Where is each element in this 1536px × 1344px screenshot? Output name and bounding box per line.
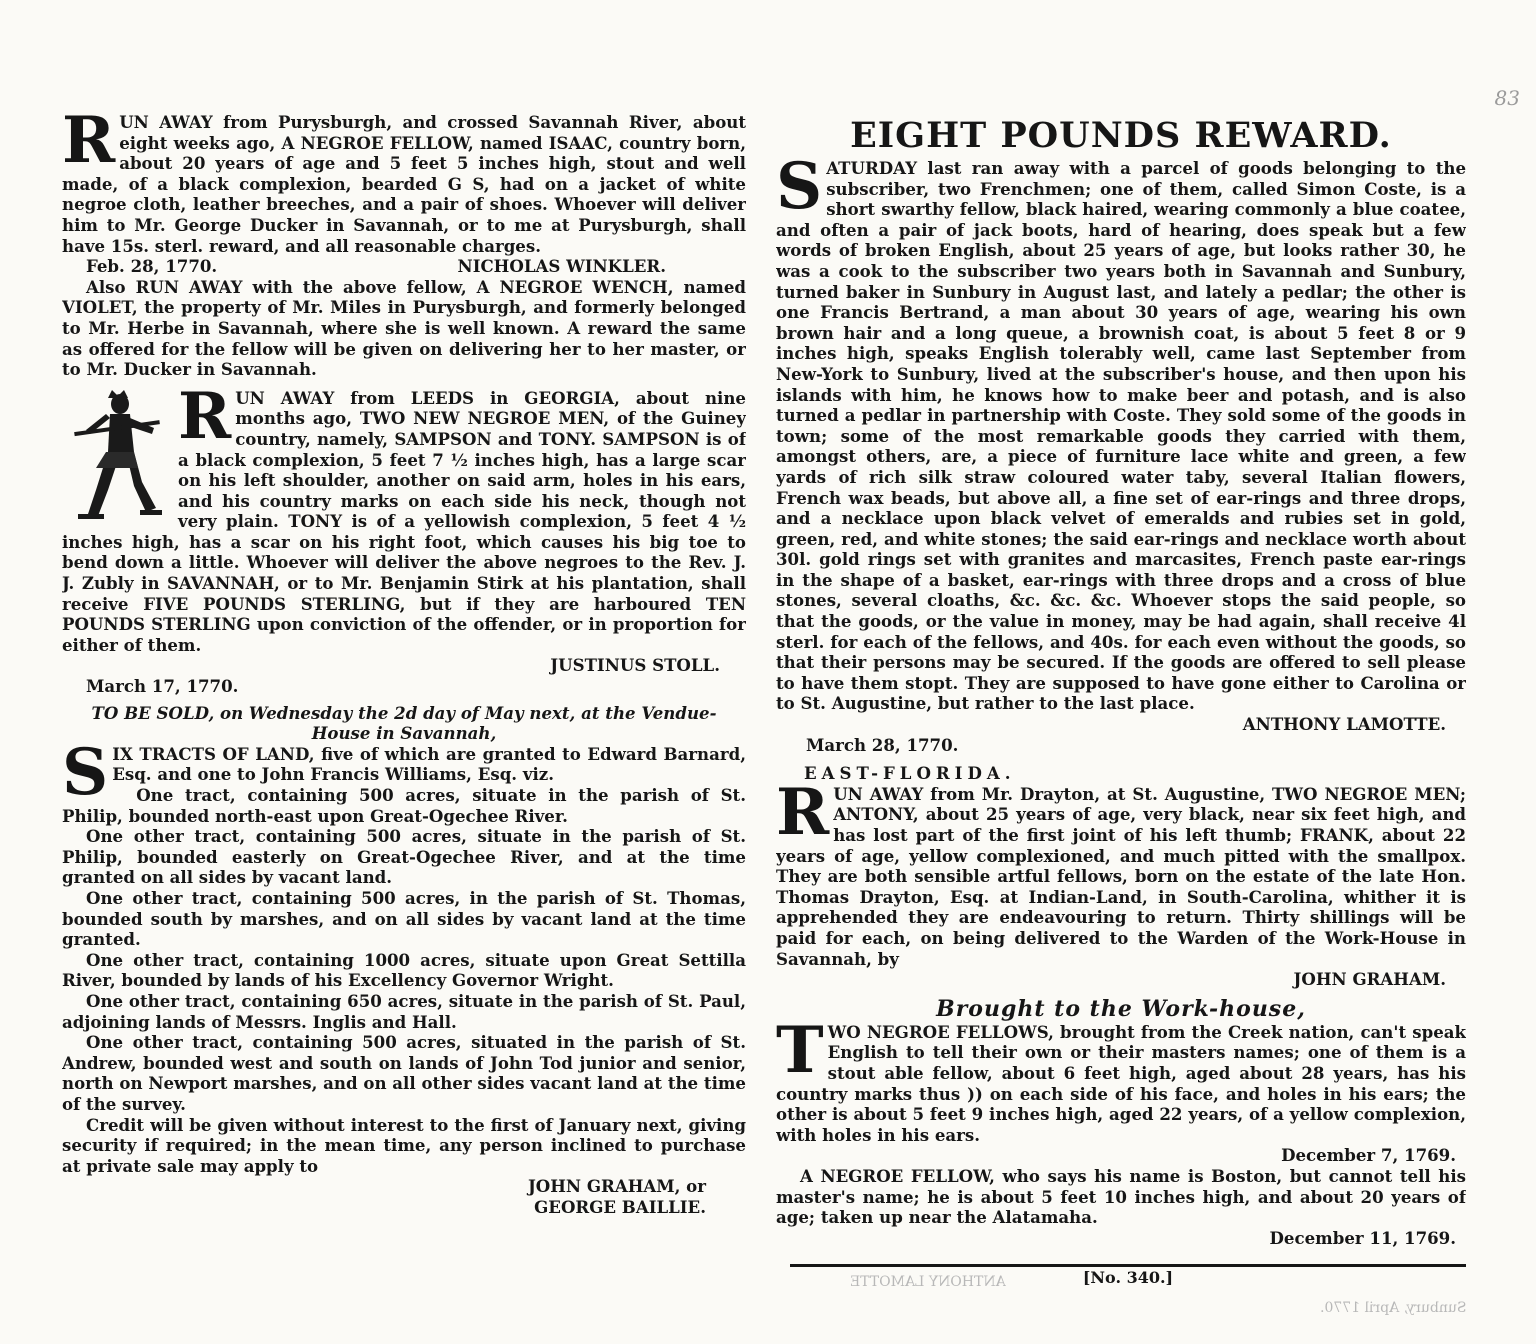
ad-date: December 7, 1769.	[1281, 1145, 1456, 1166]
credit-terms: Credit will be given without interest to the first of January next, giving security if required; in the mean time, any person inclined to purchase at private sale may apply to	[62, 1114, 746, 1176]
tract-item: One tract, containing 500 acres, situate in the parish of St. Philip, bounded north-east upon Great-Ogechee River.	[62, 785, 746, 826]
ad-signature: NICHOLAS WINKLER.	[457, 256, 666, 277]
ad-date: Feb. 28, 1770.	[86, 256, 218, 277]
ad-body-2: A NEGROE FELLOW, who says his name is Boston, but cannot tell his master's name; he is about 5 feet 10 inches high, and about 20 years of age; taken up near the Alatamaha.	[776, 1165, 1466, 1228]
sale-heading: TO BE SOLD, on Wednesday the 2d day of May next, at the Vendue-House in Savannah,	[91, 702, 717, 744]
ad-body: WO NEGROE FELLOWS, brought from the Creek nation, can't speak English to tell their own or their masters names; one of them is a stout able fellow, about 6 feet high, aged about 28 years, has his country marks thus )) on each side of his face, and holes in his ears; the other is about 5 feet 9 inches high, aged 22 years, of a yellow complexion, with holes in his ears.	[776, 1021, 1466, 1145]
ad-addendum: Also RUN AWAY with the above fellow, A NEGROE WENCH, named VIOLET, the property of Mr. Miles in Purysburgh, and formerly belonged to Mr. Herbe in Savannah, where she is well known. A reward the same as offered for the fellow will be given on delivering her to her master, or to Mr. Ducker in Savannah.	[62, 276, 746, 380]
ad-signature: ANTHONY LAMOTTE.	[1242, 714, 1446, 735]
date-signature-line	[62, 256, 746, 277]
workhouse-heading: Brought to the Work-house,	[936, 995, 1306, 1022]
ad-signature: JOHN GRAHAM.	[1293, 969, 1446, 990]
workhouse-notice	[776, 996, 1466, 1249]
right-column	[776, 116, 1466, 1254]
drop-cap: S	[776, 149, 823, 224]
runaway-ad-isaac	[62, 112, 746, 380]
ad-date-2: December 11, 1769.	[1269, 1227, 1456, 1248]
drop-cap: R	[62, 112, 116, 178]
runaway-figure-woodcut	[68, 390, 168, 526]
sale-intro: IX TRACTS OF LAND, five of which are granted to Edward Barnard, Esq. and one to John Francis Williams, Esq. viz.	[112, 743, 746, 785]
runaway-ad-east-florida	[776, 761, 1466, 990]
reward-headline: EIGHT POUNDS REWARD.	[850, 116, 1392, 156]
ad-signature: JUSTINUS STOLL.	[550, 655, 720, 676]
runaway-ad-sampson-tony	[62, 388, 746, 697]
ad-body: ATURDAY last ran away with a parcel of goods belonging to the subscriber, two Frenchmen; one of them, called Simon Coste, is a short swarthy fellow, black haired, wearing commonly a blue coatee, and often a pair of jack boots, hard of hearing, does speak but a few words of broken English, about 25 years of age, but looks rather 30, he was a cook to the subscriber two years both in Savannah and Sunbury, turned baker in Sunbury in August last, and lately a pedlar; the other is one Francis Bertrand, a man about 30 years of age, wearing his own brown hair and a long queue, a brownish coat, is about 5 feet 8 or 9 inches high, speaks English tolerably well, came last September from New-York to Sunbury, lived at the subscriber's house, and then upon his islands with him, he knows how to make beer and potash, and is also turned a pedlar in partnership with Coste. They sold some of the goods in town; some of the most remarkable goods they carried with them, amongst others, are, a piece of furniture lace white and green, a few yards of rich silk straw coloured water taby, several Italian flowers, French wax beads, but above all, a fine set of ear-rings and three drops, and a necklace upon black velvet of emeralds and rubies set in gold, green, red, and white stones; the said ear-rings and necklace worth about 30l. gold rings set with granites and marcasites, French paste ear-rings in the shape of a basket, ear-rings with three drops and a cross of blue stones, several cloaths, &c. &c. &c. Whoever stops the said people, so that the goods, or the value in money, may be had again, shall receive 4l sterl. for each of the fellows, and 40s. for each even without the goods, so that their persons may be secured. If the goods are offered to sell please to have them stopt. They are supposed to have gone either to Carolina or to St. Augustine, but rather to the last place.	[776, 158, 1466, 714]
bottom-rule	[790, 1264, 1466, 1267]
ad-date: March 28, 1770.	[806, 734, 959, 755]
tract-item: One other tract, containing 1000 acres, situate upon Great Settilla River, bounded by lands of his Excellency Governor Wright.	[62, 949, 746, 991]
tract-item: One other tract, containing 500 acres, situate in the parish of St. Philip, bounded easterly on Great-Ogechee River, and at the time granted on all sides by vacant land.	[62, 826, 746, 888]
bleed-through-text: ANTHONY LAMOTTE	[850, 1274, 1006, 1290]
ad-body: UN AWAY from Mr. Drayton, at St. Augustine, TWO NEGROE MEN; ANTONY, about 25 years of age, very black, near six feet high, and has lost part of the first joint of his left thumb; FRANK, about 22 years of age, yellow complexioned, and much pitted with the smallpox. They are both sensible artful fellows, born on the estate of the late Hon. Thomas Drayton, Esq. at Indian-Land, in South-Carolina, whither it is apprehended they are endeavouring to return. Thirty shillings will be paid for each, on being delivered to the Warden of the Work-House in Savannah, by	[776, 783, 1466, 969]
reward-ad-lamotte	[776, 116, 1466, 755]
ad-date: March 17, 1770.	[86, 676, 239, 697]
ad-body: UN AWAY from LEEDS in GEORGIA, about nine months ago, TWO NEW NEGROE MEN, of the Guiney country, namely, SAMPSON and TONY. SAMPSON is of a black complexion, 5 feet 7 ½ inches high, has a large scar on his left shoulder, another on said arm, holes in his ears, and his country marks on each side his neck, though not very plain. TONY is of a yellowish complexion, 5 feet 4 ½ inches high, has a scar on his right foot, which causes his big toe to bend down a little. Whoever will deliver the above negroes to the Rev. J. J. Zubly in SAVANNAH, or to Mr. Benjamin Stirk at his plantation, shall receive FIVE POUNDS STERLING, but if they are harboured TEN POUNDS STERLING upon conviction of the offender, or in proportion for either of them.	[62, 387, 746, 655]
left-column	[62, 112, 746, 1223]
drop-cap: S	[62, 734, 109, 810]
sale-signature-2: GEORGE BAILLIE.	[534, 1196, 706, 1217]
drop-cap: R	[178, 387, 232, 454]
bleed-through-text: Sunbury, April 1770.	[1320, 1300, 1467, 1316]
sale-signature-1: JOHN GRAHAM, or	[527, 1176, 706, 1197]
tract-item: One other tract, containing 650 acres, situate in the parish of St. Paul, adjoining lands of Messrs. Inglis and Hall.	[62, 990, 746, 1032]
page-number: 83	[1494, 86, 1520, 110]
land-sale-ad	[62, 703, 746, 1218]
drop-cap: R	[776, 774, 830, 850]
issue-number: [No. 340.]	[1082, 1268, 1174, 1287]
ad-body: UN AWAY from Purysburgh, and crossed Savannah River, about eight weeks ago, A NEGROE FELLOW, named ISAAC, country born, about 20 years of age and 5 feet 5 inches high, stout and well made, of a black complexion, bearded G S, had on a jacket of white negroe cloth, leather breeches, and a pair of shoes. Whoever will deliver him to Mr. George Ducker in Savannah, or to me at Purysburgh, shall have 15s. sterl. reward, and all reasonable charges.	[62, 112, 746, 256]
drop-cap: T	[776, 1012, 824, 1088]
tract-item: One other tract, containing 500 acres, situated in the parish of St. Andrew, bounded west and south on lands of John Tod junior and senior, north on Newport marshes, and on all other sides vacant land at the time of the survey.	[62, 1032, 746, 1114]
tract-item: One other tract, containing 500 acres, in the parish of St. Thomas, bounded south by marshes, and on all sides by vacant land at the time granted.	[62, 887, 746, 950]
section-label: EAST-FLORIDA.	[804, 763, 1016, 784]
